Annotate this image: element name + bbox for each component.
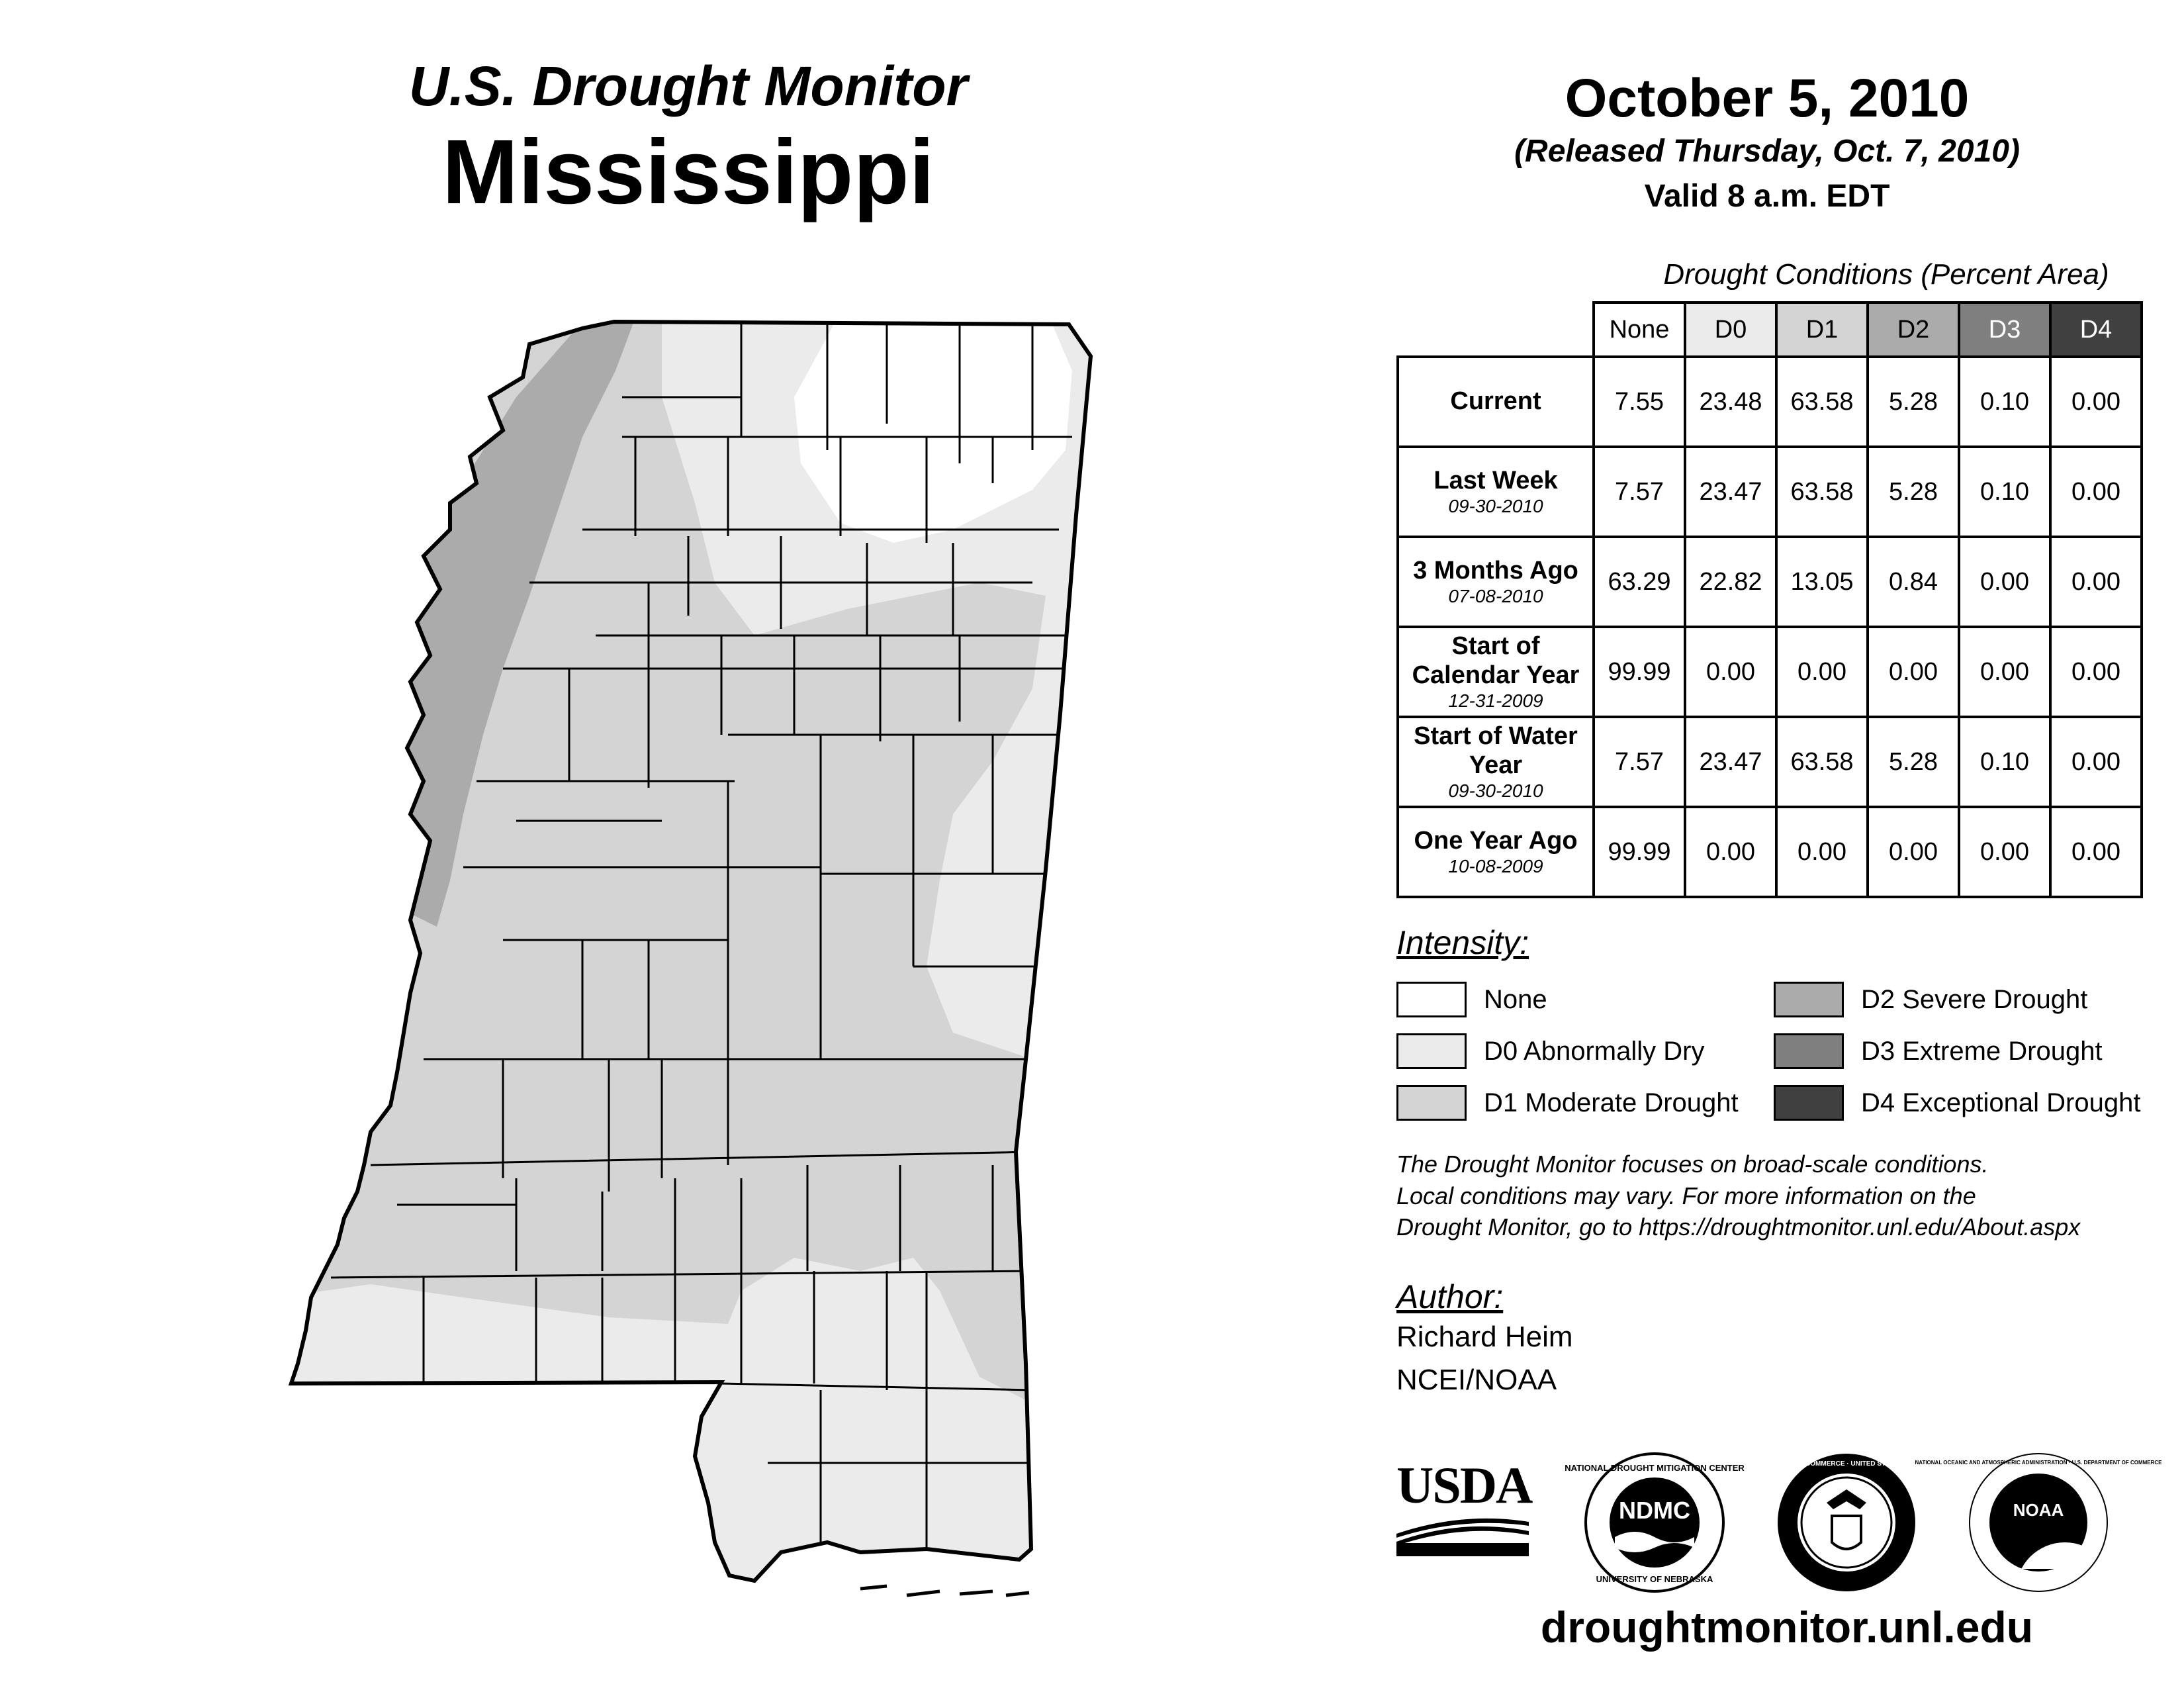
table-caption: Drought Conditions (Percent Area) [1663,258,2109,291]
row-label: Current [1450,387,1541,416]
table-row [1398,447,2142,537]
date-block [1416,66,2118,220]
row-label-cell [1398,537,1594,627]
col-header-d0: D0 [1685,303,1776,357]
value-d0: 0.00 [1685,627,1776,717]
value-d0: 0.00 [1685,807,1776,897]
release-date: (Released Thursday, Oct. 7, 2010) [1514,134,2020,169]
legend-title: Intensity: [1396,924,1529,961]
doc-ring-text: DEPARTMENT OF COMMERCE · UNITED STATES OF AMERICA [1747,1460,1946,1468]
row-label-cell [1398,807,1594,897]
value-d1: 0.00 [1776,807,1868,897]
legend-item-d1 [1396,1083,1739,1123]
author-org: NCEI/NOAA [1396,1364,1557,1396]
value-d3: 0.00 [1959,537,2050,627]
value-d4: 0.00 [2050,447,2142,537]
col-header-d1: D1 [1776,303,1868,357]
value-d4: 0.00 [2050,537,2142,627]
value-d2: 5.28 [1868,357,1959,447]
value-d4: 0.00 [2050,717,2142,807]
ndmc-logo [1565,1450,1745,1595]
legend-swatch [1396,1033,1467,1069]
col-header-d4: D4 [2050,303,2142,357]
legend-label: D4 Exceptional Drought [1861,1088,2141,1117]
usda-logo-text: USDA [1396,1456,1532,1514]
legend-label: None [1484,984,1547,1014]
state-title: Mississippi [442,120,934,223]
noaa-ring-text: NATIONAL OCEANIC AND ATMOSPHERIC ADMINISTRATION · U.S. DEPARTMENT OF COMMERCE [1915,1460,2162,1466]
legend-item-d2 [1774,980,2087,1019]
value-none: 7.57 [1594,447,1685,537]
disclaimer-note [1396,1149,2177,1243]
row-date: 09-30-2010 [1448,780,1543,801]
table-header-row [1398,303,2142,357]
value-d2: 0.00 [1868,807,1959,897]
col-header-d3: D3 [1959,303,2050,357]
gulf-islands [860,1586,1029,1595]
value-d4: 0.00 [2050,627,2142,717]
value-d3: 0.00 [1959,627,2050,717]
table-row [1398,357,2142,447]
map-header [291,53,1085,224]
value-none: 7.55 [1594,357,1685,447]
value-d3: 0.10 [1959,717,2050,807]
value-d1: 13.05 [1776,537,1868,627]
row-date: 12-31-2009 [1448,690,1543,711]
value-none: 7.57 [1594,717,1685,807]
value-d0: 23.47 [1685,447,1776,537]
note-line: The Drought Monitor focuses on broad-scale conditions. [1396,1150,1989,1178]
usda-field-icon [1396,1511,1529,1558]
ndmc-ring-text-bottom: UNIVERSITY OF NEBRASKA [1596,1574,1713,1584]
value-d1: 63.58 [1776,447,1868,537]
table-corner [1398,303,1594,357]
row-label-cell [1398,357,1594,447]
valid-time: Valid 8 a.m. EDT [1644,178,1890,214]
legend-item-none [1396,980,1547,1019]
legend-item-d0 [1396,1031,1704,1071]
note-line: Local conditions may vary. For more information on the [1396,1182,1976,1209]
value-d0: 22.82 [1685,537,1776,627]
row-label: Start of Calendar Year [1412,632,1580,689]
legend-label: D2 Severe Drought [1861,984,2088,1014]
usda-logo [1396,1456,1532,1559]
row-label: Start of Water Year [1414,722,1578,779]
row-label-cell [1398,717,1594,807]
author-title: Author: [1396,1278,1504,1315]
legend-swatch [1396,982,1467,1017]
value-d0: 23.47 [1685,717,1776,807]
legend-item-d4 [1774,1083,2140,1123]
value-d1: 0.00 [1776,627,1868,717]
row-label-cell [1398,627,1594,717]
map-subtitle: U.S. Drought Monitor [408,55,968,117]
legend-swatch [1774,1033,1844,1069]
legend-label: D3 Extreme Drought [1861,1036,2103,1066]
row-label-cell [1398,447,1594,537]
row-label: One Year Ago [1414,827,1578,855]
col-header-d2: D2 [1868,303,1959,357]
website-url[interactable]: droughtmonitor.unl.edu [1540,1603,2034,1652]
value-none: 99.99 [1594,627,1685,717]
value-d3: 0.10 [1959,357,2050,447]
legend-swatch [1774,982,1844,1017]
ndmc-logo-text: NDMC [1619,1497,1690,1524]
legend-label: D1 Moderate Drought [1484,1088,1739,1117]
table-row [1398,807,2142,897]
author-name: Richard Heim [1396,1321,1573,1353]
legend-swatch [1396,1085,1467,1121]
row-label: Last Week [1433,467,1558,495]
mississippi-drought-map [278,311,1112,1622]
value-d4: 0.00 [2050,357,2142,447]
value-none: 99.99 [1594,807,1685,897]
legend-label: D0 Abnormally Dry [1484,1036,1705,1066]
table-row [1398,537,2142,627]
ndmc-ring-text-top: NATIONAL DROUGHT MITIGATION CENTER [1565,1463,1745,1473]
legend-swatch [1774,1085,1844,1121]
legend-item-d3 [1774,1031,2103,1071]
table-row [1398,717,2142,807]
value-d4: 0.00 [2050,807,2142,897]
value-d2: 0.00 [1868,627,1959,717]
col-header-none: None [1594,303,1685,357]
value-d2: 5.28 [1868,447,1959,537]
table-row [1398,627,2142,717]
department-of-commerce-seal [1747,1450,1946,1595]
value-d3: 0.00 [1959,807,2050,897]
value-d0: 23.48 [1685,357,1776,447]
row-label: 3 Months Ago [1413,557,1578,585]
row-date: 07-08-2010 [1448,585,1543,606]
noaa-logo [1915,1450,2162,1595]
row-date: 10-08-2009 [1448,855,1543,876]
value-d1: 63.58 [1776,357,1868,447]
note-line: Drought Monitor, go to https://droughtmonitor.unl.edu/About.aspx [1396,1213,2081,1241]
value-d2: 0.84 [1868,537,1959,627]
row-date: 09-30-2010 [1448,495,1543,516]
map-date: October 5, 2010 [1565,68,1970,128]
drought-conditions-table [1396,301,2143,898]
value-d2: 5.28 [1868,717,1959,807]
value-d3: 0.10 [1959,447,2050,537]
value-none: 63.29 [1594,537,1685,627]
noaa-logo-text: NOAA [2013,1500,2064,1520]
value-d1: 63.58 [1776,717,1868,807]
